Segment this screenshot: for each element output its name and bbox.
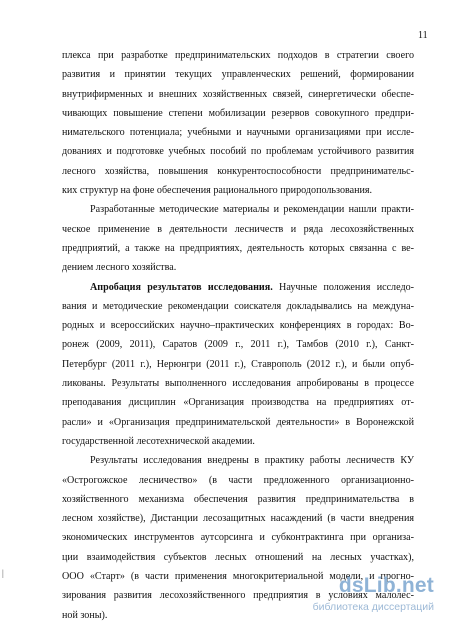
- document-body: [62, 46, 414, 625]
- paragraph: [62, 46, 414, 200]
- text-line: дением лесного хозяйства.: [62, 262, 177, 274]
- text-line: зирования развития лесохозяйственного предприятия в условиях малолес-: [62, 590, 414, 602]
- page-number: 11: [418, 30, 428, 41]
- text-line: [62, 278, 414, 297]
- text-line: предприятий, а также на предприятиях, деятельность которых связанна с ве-: [62, 242, 414, 254]
- text-line: ликованы. Результаты выполненного исследования апробированы в процессе: [62, 378, 414, 390]
- text-line: развития и принятии текущих управленческих решений, формировании: [62, 69, 414, 81]
- watermark-logo[interactable]: dsLib.net: [338, 574, 434, 597]
- text-line: ких структур на фоне обеспечения рационального природопользования.: [62, 185, 373, 197]
- text-line: плекса при разработке предпринимательских подходов в стратегии своего: [62, 50, 414, 61]
- text-line: расли» и «Организация предпринимательской деятельности» в Воронежской: [62, 416, 414, 428]
- text-line: экономических инструментов аутсорсинга и субконтрактинга при организа-: [62, 532, 414, 544]
- text-line: лесном хозяйстве), Дистанции лесозащитных насаждений (в части внедрения: [62, 513, 414, 525]
- watermark[interactable]: [280, 570, 440, 620]
- text-line: государственной лесотехнической академии.: [62, 435, 255, 447]
- text-line: лесного хозяйства, повышения конкурентоспособности предпринимательс-: [62, 165, 414, 177]
- watermark-tagline: библиотека диссертаций: [312, 601, 434, 613]
- text-line: Разработанные методические материалы и рекомендации нашли практи-: [90, 204, 414, 216]
- line-text: Научные положения исследо-: [272, 281, 414, 293]
- text-line: ООО «Старт» (в части применения многокритериальной модели, и прогно-: [62, 571, 414, 583]
- bold-lead: Апробация результатов исследования.: [90, 281, 273, 293]
- margin-mark: |: [2, 568, 4, 578]
- text-line: нимательского потенциала; учебными и научными организациями при иссле-: [62, 127, 414, 139]
- text-line: Результаты исследования внедрены в практику работы лесничеств КУ: [90, 455, 414, 467]
- text-line: родных и всероссийских научно–практических конференциях в городах: Во-: [62, 320, 414, 332]
- text-line: чивающих повышение степени мобилизации резервов совокупного предпри-: [62, 107, 414, 119]
- text-line: Петербург (2011 г.), Нерюнгри (2011 г.), Ставрополь (2012 г.), и были опуб-: [62, 358, 414, 370]
- paragraph: [62, 200, 414, 277]
- text-line: внутрифирменных и внешних хозяйственных связей, синергетически обеспе-: [62, 88, 414, 100]
- text-line: дованиях и подготовке учебных пособий по проблемам устойчивого развития: [62, 146, 414, 158]
- paragraph: [62, 278, 414, 452]
- text-line: хозяйственного механизма обеспечения развития предпринимательства в: [62, 493, 414, 505]
- text-line: ческое применение в деятельности лесничеств и ряда лесохозяйственных: [62, 223, 414, 235]
- text-line: ции взаимодействия субъектов лесных отношений на лесных участках),: [62, 551, 414, 563]
- text-line: «Острогожское лесничество» (в части предложенного организационно-: [62, 474, 414, 486]
- text-line: ной зоны).: [62, 609, 108, 621]
- text-line: ронеж (2009, 2011), Саратов (2009 г., 2011 г.), Тамбов (2010 г.), Санкт-: [62, 339, 414, 351]
- text-line: преподавания дисциплин «Организация производства на предприятиях от-: [62, 397, 414, 409]
- text-line: вания и методические рекомендации соискателя докладывались на междуна-: [62, 300, 414, 312]
